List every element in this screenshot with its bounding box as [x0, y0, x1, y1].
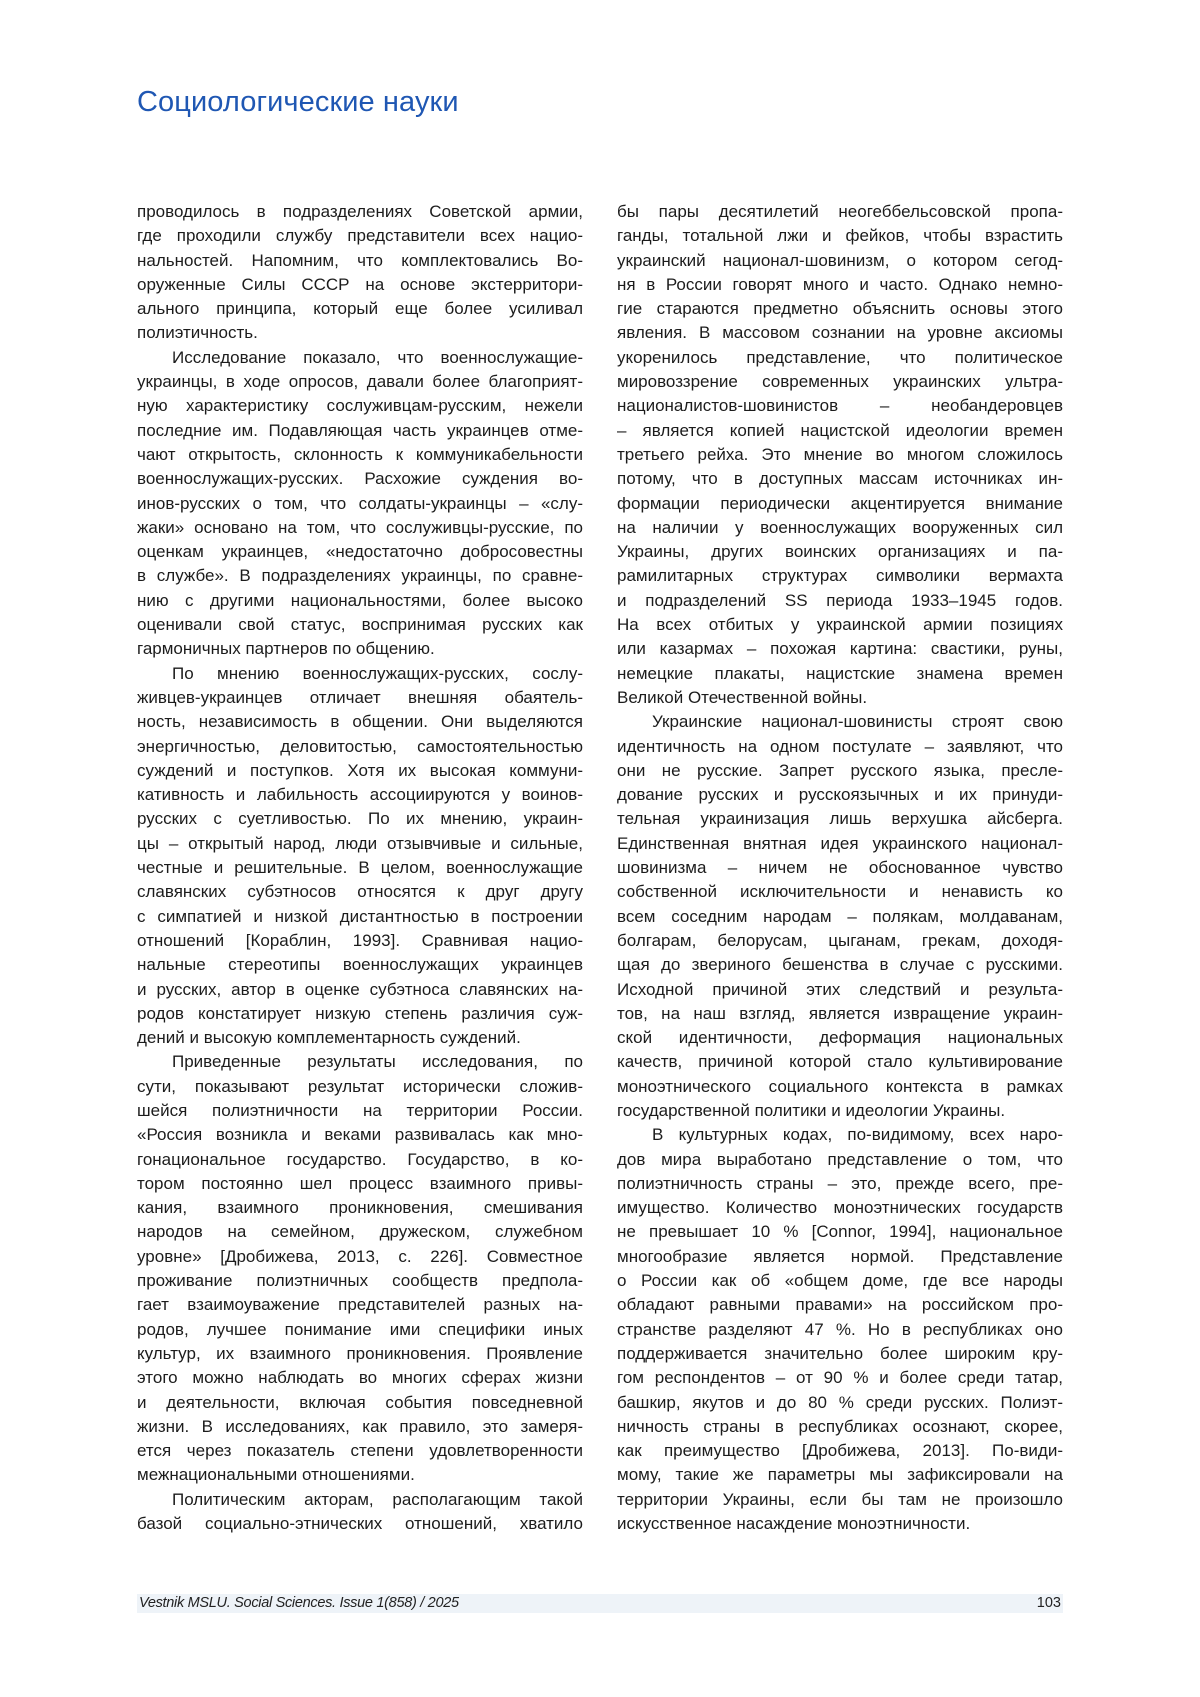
paragraph — [137, 1488, 583, 1537]
page-footer — [137, 1594, 1063, 1613]
text-line: и подразделений SS периода 1933–1945 годов. — [617, 589, 1063, 613]
text-line: военнослужащих-русских. Расхожие суждения во- — [137, 467, 583, 491]
text-line: оценкам украинцев, «недостаточно добросовестны — [137, 540, 583, 564]
text-line: Политическим акторам, располагающим такой — [137, 1488, 583, 1512]
text-line: жизни. В исследованиях, как правило, это замеря- — [137, 1415, 583, 1439]
text-line: о России как об «общем доме, где все народы — [617, 1269, 1063, 1293]
text-line: укоренилось представление, что политическое — [617, 346, 1063, 370]
text-line: ничность страны в республиках осознают, скорее, — [617, 1415, 1063, 1439]
text-line: с симпатией и низкой дистантностью в построении — [137, 905, 583, 929]
text-line: нию с другими национальностями, более высоко — [137, 589, 583, 613]
text-line: родов, лучшее понимание ими специфики иных — [137, 1318, 583, 1342]
text-line: Приведенные результаты исследования, по — [137, 1050, 583, 1074]
text-line: шовинизма – ничем не обоснованное чувство — [617, 856, 1063, 880]
text-line: честные и решительные. В целом, военнослужащие — [137, 856, 583, 880]
text-line: русских с суетливостью. По их мнению, украин- — [137, 807, 583, 831]
text-line: в службе». В подразделениях украинцы, по сравне- — [137, 564, 583, 588]
text-line: мировоззрение современных украинских ультра- — [617, 370, 1063, 394]
text-line: кативность и лабильность ассоциируются у воинов- — [137, 783, 583, 807]
text-column-left — [137, 200, 583, 1536]
text-line: кания, взаимного проникновения, смешивания — [137, 1196, 583, 1220]
text-line: обладают равными правами» на российском про- — [617, 1293, 1063, 1317]
text-line: и русских, автор в оценке субэтноса славянских на- — [137, 978, 583, 1002]
text-line: суждений и поступков. Хотя их высокая коммуни- — [137, 759, 583, 783]
journal-citation: Vestnik MSLU. Social Sciences. Issue 1(858) / 2025 — [139, 1595, 459, 1611]
text-line: сути, показывают результат исторически сложив- — [137, 1075, 583, 1099]
text-line: дование русских и русскоязычных и их принуди- — [617, 783, 1063, 807]
text-line: государственной политики и идеологии Украины. — [617, 1099, 1063, 1123]
text-line: тов, на наш взгляд, является извращение украин- — [617, 1002, 1063, 1026]
text-line: оруженные Силы СССР на основе экстерритори- — [137, 273, 583, 297]
text-line: культур, их взаимного проникновения. Проявление — [137, 1342, 583, 1366]
text-line: В культурных кодах, по-видимому, всех наро- — [617, 1123, 1063, 1147]
text-line: где проходили службу представители всех нацио- — [137, 224, 583, 248]
text-line: полиэтничность страны – это, прежде всего, пре- — [617, 1172, 1063, 1196]
text-line: гом респондентов – от 90 % и более среди татар, — [617, 1366, 1063, 1390]
text-line: тором постоянно шел процесс взаимного привы- — [137, 1172, 583, 1196]
text-line: ганды, тотальной лжи и фейков, чтобы взрастить — [617, 224, 1063, 248]
text-line: дов мира выработано представление о том, что — [617, 1148, 1063, 1172]
text-line: ального принципа, который еще более усиливал — [137, 297, 583, 321]
paragraph — [137, 662, 583, 1051]
text-line: цы – открытый народ, люди отзывчивые и сильные, — [137, 832, 583, 856]
text-line: чают открытость, склонность к коммуникабельности — [137, 443, 583, 467]
text-line: ется через показатель степени удовлетворенности — [137, 1439, 583, 1463]
text-line: и деятельности, включая события повседневной — [137, 1391, 583, 1415]
text-line: рамилитарных структурах символики вермахта — [617, 564, 1063, 588]
text-line: гие стараются предметно объяснить основы этого — [617, 297, 1063, 321]
text-line: как преимущество [Дробижева, 2013]. По-види- — [617, 1439, 1063, 1463]
text-line: формации периодически акцентируется внимание — [617, 492, 1063, 516]
text-line: националистов-шовинистов – необандеровцев — [617, 394, 1063, 418]
text-line: нальностей. Напомним, что комплектовались Во- — [137, 249, 583, 273]
text-line: мому, такие же параметры мы зафиксировали на — [617, 1463, 1063, 1487]
text-line: нальные стереотипы военнослужащих украинцев — [137, 953, 583, 977]
text-line: имущество. Количество моноэтнических государств — [617, 1196, 1063, 1220]
text-line: славянских субэтносов относятся к друг другу — [137, 880, 583, 904]
text-line: Украинские национал-шовинисты строят свою — [617, 710, 1063, 734]
text-line: качеств, причиной которой стало культивирование — [617, 1050, 1063, 1074]
text-line: украинцы, в ходе опросов, давали более благоприят- — [137, 370, 583, 394]
text-line: моноэтнического социального контекста в рамках — [617, 1075, 1063, 1099]
text-line: Украины, других воинских организациях и па- — [617, 540, 1063, 564]
text-line: Исходной причиной этих следствий и результа- — [617, 978, 1063, 1002]
text-line: башкир, якутов и до 80 % среди русских. Полиэт- — [617, 1391, 1063, 1415]
text-line: базой социально-этнических отношений, хватило — [137, 1512, 583, 1536]
text-line: болгарам, белорусам, цыганам, грекам, доходя- — [617, 929, 1063, 953]
text-line: они не русские. Запрет русского языка, пресле- — [617, 759, 1063, 783]
text-line: ня в России говорят много и часто. Однако немно- — [617, 273, 1063, 297]
text-line: ность, независимость в общении. Они выделяются — [137, 710, 583, 734]
text-line: последние им. Подавляющая часть украинцев отме- — [137, 419, 583, 443]
text-line: дений и высокую комплементарность суждений. — [137, 1026, 583, 1050]
text-line: украинский национал-шовинизм, о котором сегод- — [617, 249, 1063, 273]
text-line: явления. В массовом сознании на уровне аксиомы — [617, 321, 1063, 345]
text-line: ской идентичности, деформация национальных — [617, 1026, 1063, 1050]
text-line: многообразие является нормой. Представление — [617, 1245, 1063, 1269]
text-line: шейся полиэтничности на территории России. — [137, 1099, 583, 1123]
text-line: на наличии у военнослужащих вооруженных сил — [617, 516, 1063, 540]
text-line: уровне» [Дробижева, 2013, с. 226]. Совместное — [137, 1245, 583, 1269]
text-line: искусственное насаждение моноэтничности. — [617, 1512, 1063, 1536]
paragraph — [137, 200, 583, 346]
text-line: народов на семейном, дружеском, служебном — [137, 1220, 583, 1244]
text-line: гает взаимоуважение представителей разных на- — [137, 1293, 583, 1317]
text-line: идентичность на одном постулате – заявляют, что — [617, 735, 1063, 759]
text-line: оценивали свой статус, воспринимая русских как — [137, 613, 583, 637]
text-line: немецкие плакаты, нацистские знамена времен — [617, 662, 1063, 686]
text-line: – является копией нацистской идеологии времен — [617, 419, 1063, 443]
text-line: инов-русских о том, что солдаты-украинцы – «слу- — [137, 492, 583, 516]
section-title: Социологические науки — [137, 86, 459, 119]
text-line: родов констатирует низкую степень различия суж- — [137, 1002, 583, 1026]
paragraph — [617, 200, 1063, 710]
text-line: По мнению военнослужащих-русских, сослу- — [137, 662, 583, 686]
text-line: Великой Отечественной войны. — [617, 686, 1063, 710]
text-line: территории Украины, если бы там не произошло — [617, 1488, 1063, 1512]
text-line: гармоничных партнеров по общению. — [137, 637, 583, 661]
text-line: энергичностью, деловитостью, самостоятельностью — [137, 735, 583, 759]
text-line: Единственная внятная идея украинского национал- — [617, 832, 1063, 856]
text-line: странстве разделяют 47 %. Но в республиках оно — [617, 1318, 1063, 1342]
paragraph — [137, 1050, 583, 1487]
paragraph — [617, 1123, 1063, 1536]
text-line: межнациональными отношениями. — [137, 1463, 583, 1487]
text-line: жаки» основано на том, что сослуживцы-русские, по — [137, 516, 583, 540]
text-line: Исследование показало, что военнослужащие- — [137, 346, 583, 370]
text-line: тельная украинизация лишь верхушка айсберга. — [617, 807, 1063, 831]
text-line: гонациональное государство. Государство, в ко- — [137, 1148, 583, 1172]
paragraph — [137, 346, 583, 662]
text-line: отношений [Кораблин, 1993]. Сравнивая нацио- — [137, 929, 583, 953]
text-line: собственной исключительности и ненависть ко — [617, 880, 1063, 904]
text-line: полиэтичность. — [137, 321, 583, 345]
text-column-right — [617, 200, 1063, 1536]
text-line: бы пары десятилетий неогеббельсовской пропа- — [617, 200, 1063, 224]
text-line: или казармах – похожая картина: свастики, руны, — [617, 637, 1063, 661]
text-line: всем соседним народам – полякам, молдаванам, — [617, 905, 1063, 929]
text-line: На всех отбитых у украинской армии позициях — [617, 613, 1063, 637]
paragraph — [617, 710, 1063, 1123]
text-line: щая до звериного бешенства в случае с русскими. — [617, 953, 1063, 977]
text-line: живцев-украинцев отличает внешняя обаятель- — [137, 686, 583, 710]
text-line: не превышает 10 % [Connor, 1994], национальное — [617, 1220, 1063, 1244]
text-line: потому, что в доступных массам источниках ин- — [617, 467, 1063, 491]
text-line: «Россия возникла и веками развивалась как мно- — [137, 1123, 583, 1147]
text-line: этого можно наблюдать во многих сферах жизни — [137, 1366, 583, 1390]
text-line: третьего рейха. Это мнение во многом сложилось — [617, 443, 1063, 467]
text-line: проводилось в подразделениях Советской армии, — [137, 200, 583, 224]
text-line: поддерживается значительно более широким кру- — [617, 1342, 1063, 1366]
text-line: ную характеристику сослуживцам-русским, нежели — [137, 394, 583, 418]
text-line: проживание полиэтничных сообществ предпола- — [137, 1269, 583, 1293]
page-number: 103 — [1037, 1595, 1061, 1611]
